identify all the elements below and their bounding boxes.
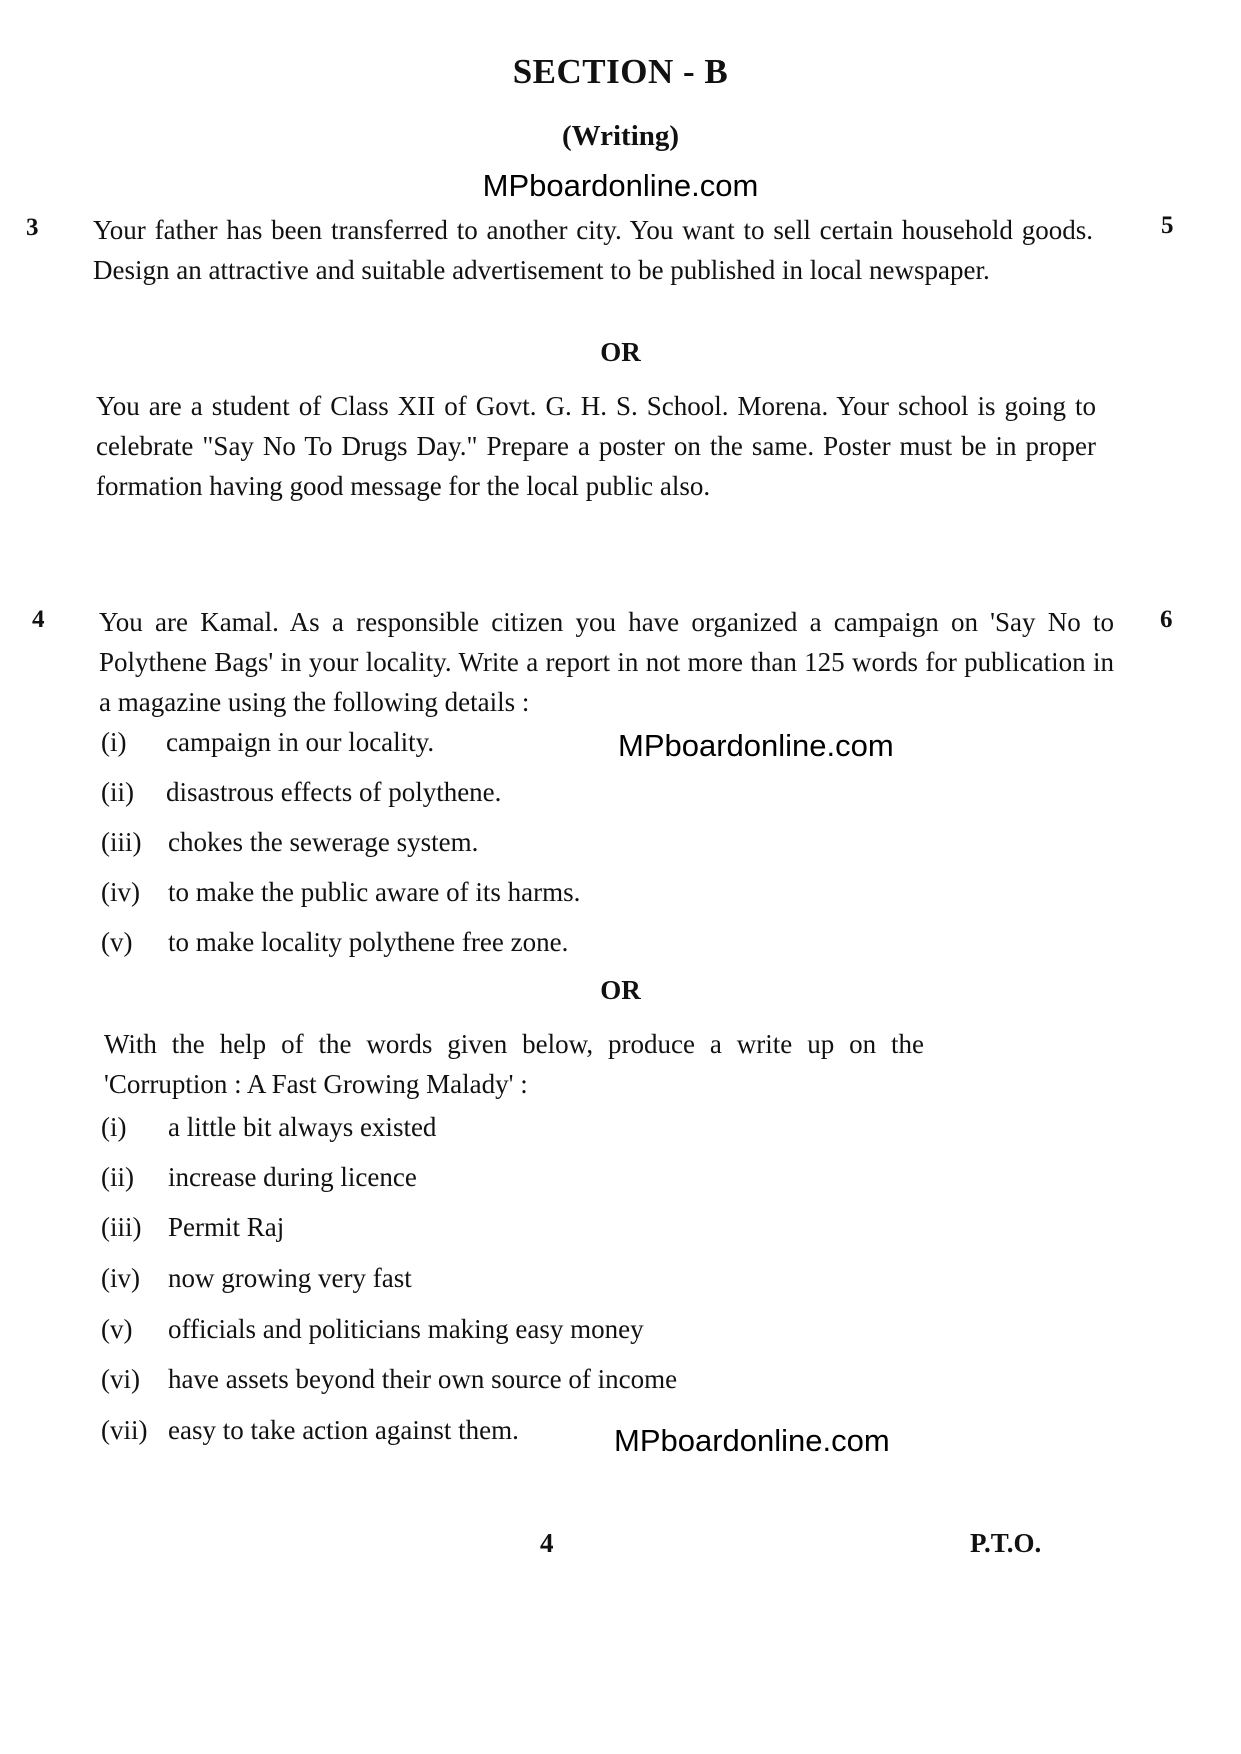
list-item-text: chokes the sewerage system.: [168, 827, 479, 857]
list-item-number: (iii): [101, 827, 142, 857]
list-item: [101, 1263, 821, 1303]
list-item-number: (ii): [101, 777, 134, 807]
question-3-or: OR: [600, 337, 641, 367]
question-4-or: OR: [600, 975, 641, 1005]
list-item-number: (i): [101, 727, 127, 757]
watermark-bottom: MPboardonline.com: [614, 1423, 890, 1458]
question-4-alt-text: With the help of the words given below, produce a write up on the 'Corruption : A Fast Growing Malady' :: [104, 1029, 924, 1099]
list-item: [101, 827, 801, 867]
section-subtitle: (Writing): [561, 120, 680, 152]
list-item: [101, 1212, 821, 1252]
list-item: [101, 927, 801, 967]
section-title: SECTION - B: [512, 52, 729, 91]
list-item-number: (iv): [101, 1263, 140, 1293]
list-item-text: to make locality polythene free zone.: [168, 927, 569, 957]
list-item-text: disastrous effects of polythene.: [166, 777, 502, 807]
watermark-middle: MPboardonline.com: [618, 728, 894, 763]
list-item-number: (v): [101, 927, 133, 957]
question-3-number: 3: [26, 214, 39, 241]
list-item-number: (vii): [101, 1415, 148, 1445]
list-item-text: Permit Raj: [168, 1212, 285, 1242]
list-item-number: (iv): [101, 877, 140, 907]
list-item-text: to make the public aware of its harms.: [168, 877, 581, 907]
list-item-text: easy to take action against them.: [168, 1415, 519, 1445]
question-3-alt-text: You are a student of Class XII of Govt. G. H. S. School. Morena. Your school is going to celebrate "Say No To Drugs Day." Prepare a poster on the same. Poster must be in proper formation having good message for the local public also.: [96, 391, 1096, 501]
list-item: [101, 1112, 821, 1152]
list-item-text: have assets beyond their own source of income: [168, 1364, 678, 1394]
list-item: [101, 1415, 601, 1455]
list-item-text: now growing very fast: [168, 1263, 412, 1293]
list-item: [101, 777, 801, 817]
list-item-number: (iii): [101, 1212, 142, 1242]
list-item: [101, 1314, 821, 1354]
list-item: [101, 877, 801, 917]
question-4-marks: 6: [1160, 606, 1173, 633]
list-item: [101, 1162, 821, 1202]
question-4-number: 4: [32, 606, 45, 633]
list-item-text: officials and politicians making easy money: [168, 1314, 644, 1344]
list-item-number: (i): [101, 1112, 127, 1142]
list-item-number: (v): [101, 1314, 133, 1344]
list-item: [101, 1364, 821, 1404]
watermark-top: MPboardonline.com: [482, 168, 759, 203]
question-3-text: Your father has been transferred to another city. You want to sell certain household goods. Design an attractive and suitable advertisement to be published in local newspaper.: [93, 215, 1093, 285]
list-item-number: (ii): [101, 1162, 134, 1192]
list-item-text: increase during licence: [168, 1162, 417, 1192]
list-item-text: campaign in our locality.: [166, 727, 435, 757]
pto-label: P.T.O.: [970, 1528, 1042, 1558]
list-item-number: (vi): [101, 1364, 140, 1394]
question-4-text: You are Kamal. As a responsible citizen you have organized a campaign on 'Say No to Polythene Bags' in your locality. Write a report in not more than 125 words for publication in a magazine using the following details :: [99, 607, 1114, 717]
question-3-marks: 5: [1161, 212, 1174, 239]
list-item-text: a little bit always existed: [168, 1112, 437, 1142]
page-number: 4: [540, 1528, 554, 1558]
